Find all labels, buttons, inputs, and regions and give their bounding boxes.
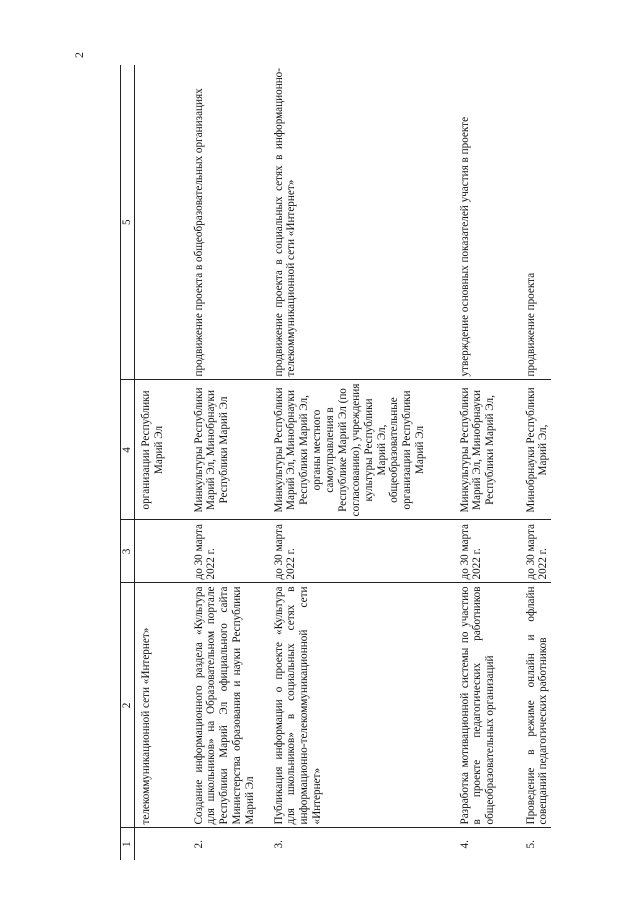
result-cell: продвижение проекта в общеобразовательных организациях <box>179 65 259 380</box>
responsible-cell: организации Республики Марий Эл <box>135 380 179 520</box>
deadline-cell <box>135 520 179 583</box>
plan-table <box>120 65 551 860</box>
measure-cell: Проведение в режиме онлайн и офлайн совещаний педагогических работников <box>511 583 552 828</box>
result-cell: продвижение проекта в социальных сетях в информационно-телекоммуникационной сети «Интернет» <box>259 65 445 380</box>
deadline-cell: до 30 марта 2022 г. <box>445 520 511 583</box>
row-number: 3. <box>272 840 285 849</box>
result-cell <box>135 65 179 380</box>
deadline-cell: до 30 марта 2022 г. <box>511 520 552 583</box>
row-number: 5. <box>524 840 537 849</box>
measure-cell: Создание информационного раздела «Культура для школьников» на Образовательном портале Республики Марий Эл официального сайта Министерства образования и науки Республики Марий Эл <box>179 583 259 828</box>
table-row <box>179 65 259 860</box>
col-header-5: 5 <box>121 65 135 380</box>
responsible-cell: Минкультуры Республики Марий Эл, Минобрнауки Республики Марий Эл <box>179 380 259 520</box>
table-row <box>511 65 552 860</box>
responsible-cell: Минкультуры Республики Марий Эл, Минобрнауки Республики Марий Эл, органы местного самоуправления в Республике Марий Эл (по согласованию), учреждения культуры Республики Марий Эл, общеобразовательные организации Республики Марий Эл <box>259 380 445 520</box>
measure-cell: Публикация информации о проекте «Культура для школьников» в социальных сетях в информационно-телекоммуникационной сети «Интернет» <box>259 583 445 828</box>
table-row <box>259 65 445 860</box>
col-header-1: 1 <box>121 828 135 860</box>
row-number: 2. <box>192 840 205 849</box>
rotated-table-page <box>120 65 639 860</box>
col-header-3: 3 <box>121 520 135 583</box>
result-cell: продвижение проекта <box>511 65 552 380</box>
responsible-cell: Минобрнауки Республики Марий Эл, <box>511 380 552 520</box>
header-row <box>121 65 135 860</box>
row-number <box>135 828 179 860</box>
responsible-cell: Минкультуры Республики Марий Эл, Минобрнауки Республики Марий Эл, <box>445 380 511 520</box>
measure-cell: телекоммуникационной сети «Интернет» <box>135 583 179 828</box>
table-row <box>135 65 179 860</box>
table-row <box>445 65 511 860</box>
col-header-2: 2 <box>121 583 135 828</box>
result-cell: утверждение основных показателей участия в проекте <box>445 65 511 380</box>
row-number: 4. <box>458 840 471 849</box>
page-number: 2 <box>72 52 86 58</box>
measure-cell: Разработка мотивационной системы по участию в проекте педагогических работников общеобразовательных организаций <box>445 583 511 828</box>
col-header-4: 4 <box>121 380 135 520</box>
deadline-cell: до 30 марта 2022 г. <box>179 520 259 583</box>
deadline-cell: до 30 марта 2022 г. <box>259 520 445 583</box>
